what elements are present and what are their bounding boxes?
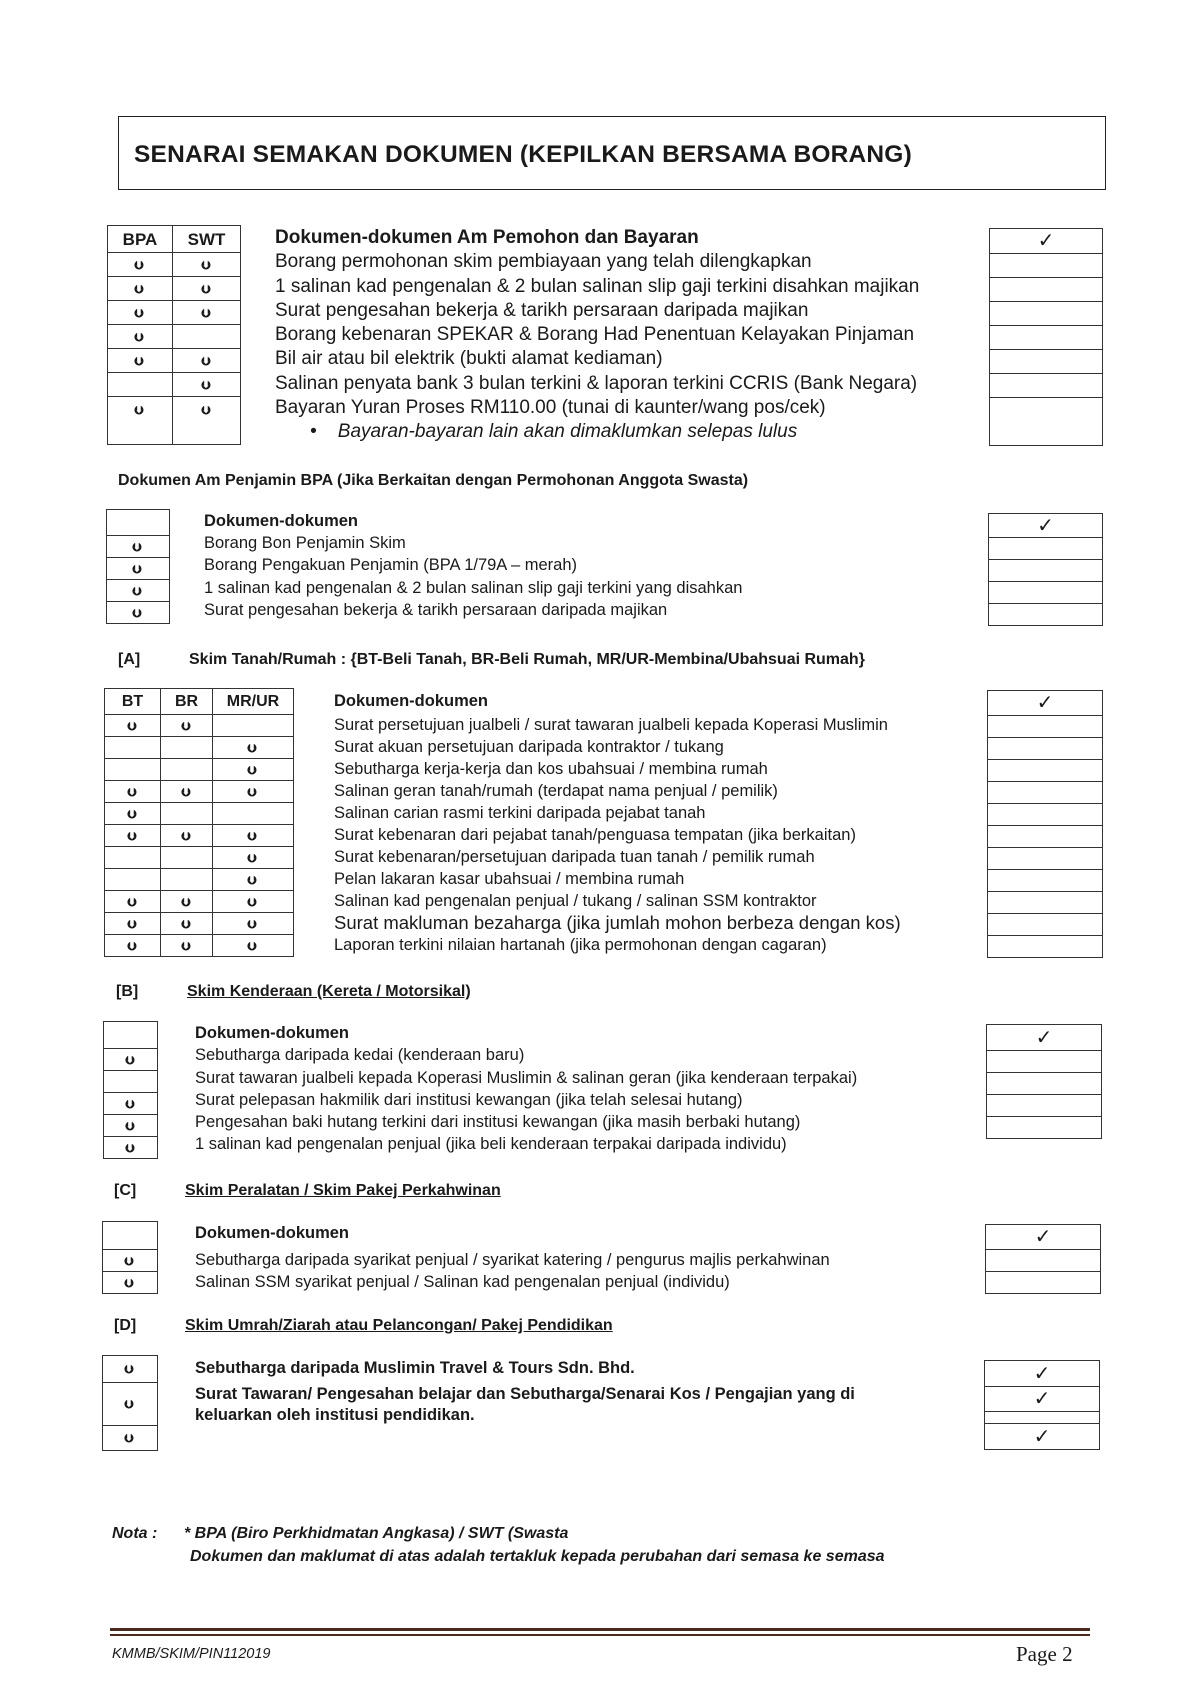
arrow-icon: ➲	[131, 354, 148, 367]
arrow-icon: ➲	[198, 404, 215, 416]
checkbox[interactable]	[988, 738, 1103, 760]
check-icon: ✓	[1037, 514, 1054, 537]
checkbox[interactable]	[988, 760, 1103, 782]
list-item: Pengesahan baki hutang terkini dari institusi kewangan (jika masih berbaki hutang)	[195, 1113, 801, 1132]
col-header-mr-ur: MR/UR	[213, 689, 294, 715]
check-icon: ✓	[1037, 230, 1055, 252]
arrow-icon: ➲	[244, 851, 261, 864]
arrow-icon: ➲	[198, 354, 215, 367]
arrow-icon: ➲	[121, 1276, 138, 1289]
checkbox[interactable]	[988, 716, 1103, 738]
arrow-icon: ➲	[124, 895, 141, 908]
col-header-swt: SWT	[173, 226, 241, 253]
footer-code: KMMB/SKIM/PIN112019	[112, 1646, 271, 1662]
list-item: Sebutharga daripada Muslimin Travel & Tours Sdn. Bhd.	[195, 1359, 635, 1377]
bullet-note: • Bayaran-bayaran lain akan dimaklumkan selepas lulus	[310, 421, 798, 443]
checkbox[interactable]	[990, 302, 1103, 326]
section-c-label: [C]	[114, 1182, 137, 1199]
arrow-icon: ➲	[244, 873, 261, 886]
section-c-title: [C] Skim Peralatan / Skim Pakej Perkahwinan	[114, 1182, 501, 1199]
arrow-icon: ➲	[178, 939, 195, 952]
general-checkbox-column	[989, 228, 1103, 446]
general-doc-list	[275, 226, 919, 445]
section-b-marker-table	[103, 1021, 158, 1159]
checkbox[interactable]	[987, 1025, 1102, 1051]
section-b-label: [B]	[116, 983, 139, 1000]
arrow-icon: ➲	[198, 306, 215, 319]
list-item: Salinan penyata bank 3 bulan terkini & laporan terkini CCRIS (Bank Negara)	[275, 372, 918, 394]
checkbox[interactable]	[989, 560, 1103, 582]
section-c-heading: Dokumen-dokumen	[195, 1224, 350, 1242]
list-item: Surat persetujuan jualbeli / surat tawaran jualbeli kepada Koperasi Muslimin	[334, 716, 888, 734]
list-item: Salinan carian rasmi terkini daripada pejabat tanah	[334, 804, 706, 822]
checkbox[interactable]	[987, 1095, 1102, 1117]
checkbox[interactable]	[990, 229, 1103, 254]
section-a-doc-list	[334, 690, 901, 956]
section-a-checkbox-column	[987, 690, 1103, 958]
section-b-title: [B] Skim Kenderaan (Kereta / Motorsikal)	[116, 983, 471, 1000]
arrow-icon: ➲	[122, 1119, 139, 1132]
checkbox[interactable]	[990, 278, 1103, 302]
arrow-icon: ➲	[131, 306, 148, 319]
arrow-icon: ➲	[129, 562, 146, 575]
title-box	[118, 116, 1106, 190]
arrow-icon: ➲	[244, 763, 261, 776]
checkbox[interactable]	[985, 1387, 1100, 1412]
page-title: SENARAI SEMAKAN DOKUMEN (KEPILKAN BERSAMA BORANG)	[134, 141, 912, 168]
list-item: Surat pengesahan bekerja & tarikh persaraan daripada majikan	[275, 299, 809, 321]
checkbox[interactable]	[989, 538, 1103, 560]
list-item: Bil air atau bil elektrik (bukti alamat kediaman)	[275, 348, 663, 370]
arrow-icon: ➲	[124, 829, 141, 842]
section-a-label: [A]	[118, 651, 141, 668]
checkbox[interactable]	[988, 848, 1103, 870]
guarantor-marker-table	[106, 509, 170, 624]
section-d-label: [D]	[114, 1317, 137, 1334]
list-item: Borang Bon Penjamin Skim	[204, 534, 406, 553]
col-header-br: BR	[161, 689, 213, 715]
checkbox[interactable]	[988, 782, 1103, 804]
guarantor-doc-list	[204, 510, 742, 621]
checkbox[interactable]	[986, 1250, 1101, 1272]
checkbox[interactable]	[985, 1361, 1100, 1387]
general-heading: Dokumen-dokumen Am Pemohon dan Bayaran	[275, 227, 699, 248]
arrow-icon: ➲	[121, 1363, 138, 1375]
list-item: Laporan terkini nilaian hartanah (jika permohonan dengan cagaran)	[334, 936, 827, 954]
arrow-icon: ➲	[178, 829, 195, 842]
check-icon: ✓	[1035, 1026, 1053, 1049]
arrow-icon: ➲	[131, 330, 148, 343]
list-item: Salinan SSM syarikat penjual / Salinan kad pengenalan penjual (individu)	[195, 1273, 730, 1291]
arrow-icon: ➲	[124, 719, 141, 732]
section-c-doc-list	[195, 1222, 830, 1294]
section-a-title: [A] Skim Tanah/Rumah : {BT-Beli Tanah, BR-Beli Rumah, MR/UR-Membina/Ubahsuai Rumah}	[118, 651, 865, 668]
checkbox[interactable]	[988, 936, 1103, 958]
checkbox[interactable]	[985, 1424, 1100, 1450]
check-icon: ✓	[1033, 1388, 1051, 1410]
arrow-icon: ➲	[244, 939, 261, 952]
check-icon: ✓	[1036, 692, 1054, 714]
section-b-checkbox-column	[986, 1024, 1102, 1139]
list-item: Surat Tawaran/ Pengesahan belajar dan Sebutharga/Senarai Kos / Pengajian yang di	[195, 1384, 855, 1403]
list-item: Sebutharga daripada kedai (kenderaan baru)	[195, 1046, 525, 1065]
arrow-icon: ➲	[124, 939, 141, 952]
arrow-icon: ➲	[198, 258, 215, 271]
arrow-icon: ➲	[121, 1432, 138, 1444]
arrow-icon: ➲	[131, 258, 148, 271]
arrow-icon: ➲	[178, 917, 195, 930]
arrow-icon: ➲	[178, 719, 195, 732]
col-header-bpa: BPA	[108, 226, 173, 253]
check-icon: ✓	[1034, 1226, 1052, 1248]
section-c-checkbox-column	[985, 1224, 1101, 1294]
arrow-icon: ➲	[131, 404, 148, 416]
list-item: 1 salinan kad pengenalan & 2 bulan salinan slip gaji terkini disahkan majikan	[275, 275, 920, 297]
checkbox[interactable]	[990, 398, 1103, 446]
checkbox[interactable]	[988, 691, 1103, 716]
list-item: Sebutharga kerja-kerja dan kos ubahsuai / membina rumah	[334, 760, 768, 778]
checkbox[interactable]	[987, 1073, 1102, 1095]
list-item: Surat pelepasan hakmilik dari institusi kewangan (jika telah selesai hutang)	[195, 1090, 743, 1109]
list-item: Surat tawaran jualbeli kepada Koperasi Muslimin & salinan geran (jika kenderaan terpakai)	[195, 1068, 858, 1087]
arrow-icon: ➲	[129, 606, 146, 619]
checkbox[interactable]	[989, 514, 1103, 538]
note-label: Nota :	[112, 1525, 158, 1542]
arrow-icon: ➲	[129, 540, 146, 553]
arrow-icon: ➲	[244, 895, 261, 908]
list-item: Salinan kad pengenalan penjual / tukang / salinan SSM kontraktor	[334, 892, 817, 910]
check-icon: ✓	[1033, 1362, 1051, 1385]
section-d-marker-table	[102, 1355, 158, 1451]
page-number: Page 2	[1016, 1642, 1073, 1666]
arrow-icon: ➲	[129, 584, 146, 597]
checkbox[interactable]	[988, 892, 1103, 914]
list-item: Surat kebenaran/persetujuan daripada tuan tanah / pemilik rumah	[334, 848, 815, 866]
checkbox[interactable]	[988, 804, 1103, 826]
section-b-doc-list	[195, 1022, 857, 1156]
list-item: Salinan geran tanah/rumah (terdapat nama penjual / pemilik)	[334, 782, 778, 800]
checkbox[interactable]	[990, 350, 1103, 374]
list-item: Surat makluman bezaharga (jika jumlah mohon berbeza dengan kos)	[334, 912, 901, 933]
guarantor-section-title: Dokumen Am Penjamin BPA (Jika Berkaitan dengan Permohonan Anggota Swasta)	[118, 472, 749, 489]
checkbox[interactable]	[986, 1272, 1101, 1294]
checkbox[interactable]	[987, 1117, 1102, 1139]
checkbox[interactable]	[990, 374, 1103, 398]
arrow-icon: ➲	[244, 741, 261, 754]
arrow-icon: ➲	[178, 895, 195, 908]
arrow-icon: ➲	[122, 1141, 139, 1154]
section-d-doc-list	[195, 1358, 855, 1427]
list-item: Bayaran Yuran Proses RM110.00 (tunai di kaunter/wang pos/cek)	[275, 397, 826, 419]
note-line-1: * BPA (Biro Perkhidmatan Angkasa) / SWT (Swasta	[184, 1525, 569, 1542]
guarantor-heading: Dokumen-dokumen	[204, 512, 359, 530]
list-item: Pelan lakaran kasar ubahsuai / membina rumah	[334, 870, 685, 888]
checkbox[interactable]	[990, 326, 1103, 350]
list-item: 1 salinan kad pengenalan penjual (jika beli kenderaan terpakai daripada individu)	[195, 1135, 787, 1154]
list-item: keluarkan oleh institusi pendidikan.	[195, 1406, 475, 1424]
arrow-icon: ➲	[124, 807, 141, 820]
list-item: Borang permohonan skim pembiayaan yang telah dilengkapkan	[275, 251, 812, 273]
checkbox[interactable]	[989, 582, 1103, 604]
section-d-title: [D] Skim Umrah/Ziarah atau Pelancongan/ Pakej Pendidikan	[114, 1317, 613, 1334]
arrow-icon: ➲	[121, 1398, 138, 1410]
list-item: Surat pengesahan bekerja & tarikh persaraan daripada majikan	[204, 600, 668, 619]
list-item: Borang Pengakuan Penjamin (BPA 1/79A – merah)	[204, 556, 578, 575]
arrow-icon: ➲	[244, 917, 261, 930]
list-item: Borang kebenaran SPEKAR & Borang Had Penentuan Kelayakan Pinjaman	[275, 324, 915, 346]
section-c-marker-table	[102, 1221, 158, 1294]
arrow-icon: ➲	[124, 785, 141, 798]
arrow-icon: ➲	[178, 785, 195, 798]
arrow-icon: ➲	[122, 1097, 139, 1110]
list-item: Surat kebenaran dari pejabat tanah/penguasa tempatan (jika berkaitan)	[334, 826, 856, 844]
guarantor-checkbox-column	[988, 513, 1103, 626]
checkbox[interactable]	[990, 254, 1103, 278]
list-item: 1 salinan kad pengenalan & 2 bulan salinan slip gaji terkini yang disahkan	[204, 578, 743, 597]
note-block	[112, 1522, 885, 1565]
checkbox[interactable]	[988, 826, 1103, 848]
arrow-icon: ➲	[244, 829, 261, 842]
arrow-icon: ➲	[244, 785, 261, 798]
checkbox[interactable]	[988, 914, 1103, 936]
general-marker-table	[107, 225, 241, 445]
list-item: Surat akuan persetujuan daripada kontraktor / tukang	[334, 738, 724, 756]
checkbox[interactable]	[989, 604, 1103, 626]
section-d-checkbox-column	[984, 1360, 1100, 1450]
arrow-icon: ➲	[121, 1254, 138, 1267]
check-icon: ✓	[1033, 1425, 1051, 1448]
note-line-2: Dokumen dan maklumat di atas adalah tertakluk kepada perubahan dari semasa ke semasa	[190, 1548, 885, 1565]
arrow-icon: ➲	[131, 282, 148, 295]
arrow-icon: ➲	[198, 378, 215, 391]
section-a-marker-table	[104, 688, 294, 957]
arrow-icon: ➲	[124, 917, 141, 930]
arrow-icon: ➲	[122, 1053, 139, 1066]
checkbox[interactable]	[988, 870, 1103, 892]
list-item: Sebutharga daripada syarikat penjual / syarikat katering / pengurus majlis perkahwinan	[195, 1250, 830, 1269]
footer-divider	[110, 1634, 1090, 1636]
section-b-heading: Dokumen-dokumen	[195, 1024, 350, 1042]
checkbox[interactable]	[987, 1051, 1102, 1073]
col-header-bt: BT	[105, 689, 161, 715]
footer-divider	[110, 1628, 1090, 1631]
section-a-heading: Dokumen-dokumen	[334, 692, 489, 710]
checkbox[interactable]	[986, 1225, 1101, 1250]
arrow-icon: ➲	[198, 282, 215, 295]
